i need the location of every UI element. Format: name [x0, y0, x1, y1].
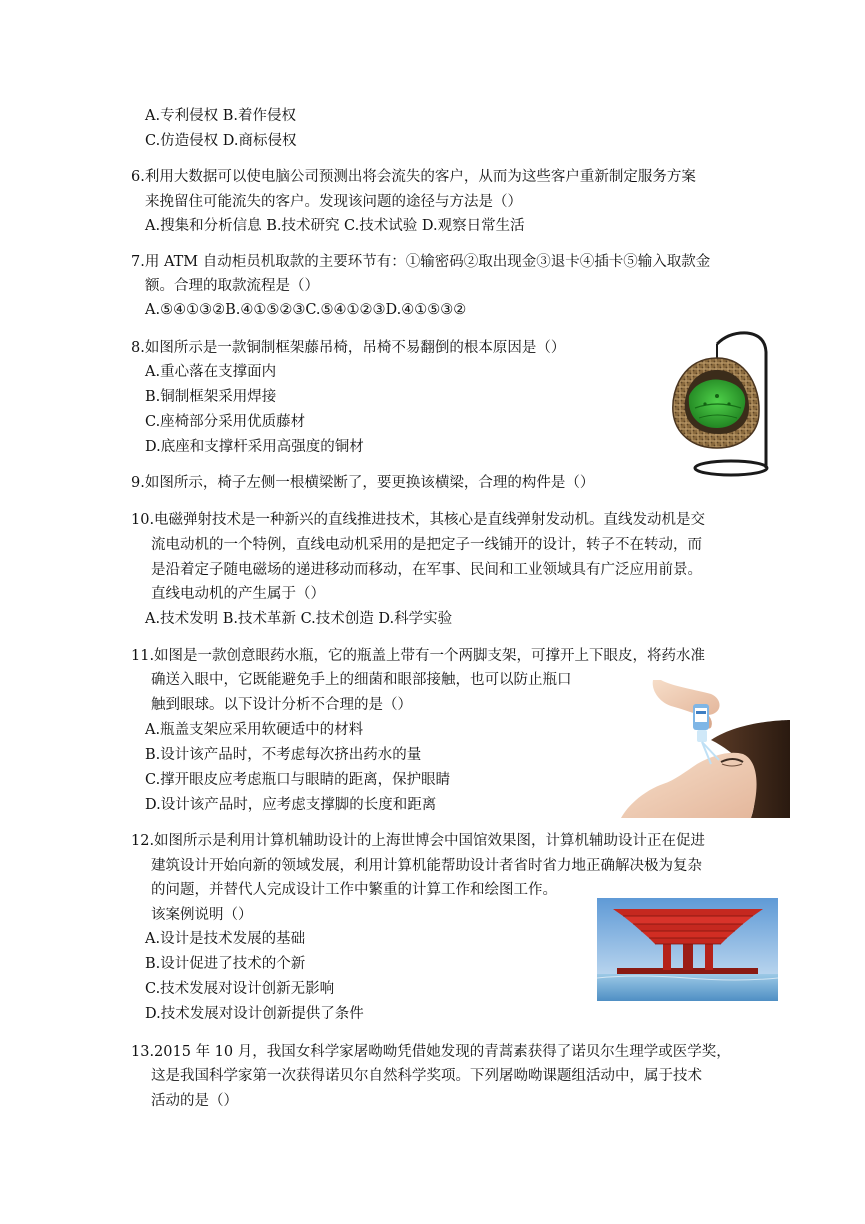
- q11-stem-line2: 确送入眼中，它既能避免手上的细菌和眼部接触，也可以防止瓶口: [151, 672, 572, 688]
- q10-stem-line4: 直线电动机的产生属于（）: [151, 586, 325, 602]
- q11-stem-line3: 触到眼球。以下设计分析不合理的是（）: [151, 697, 412, 713]
- q12-stem-line1: 12.如图所示是利用计算机辅助设计的上海世博会中国馆效果图，计算机辅助设计正在促进: [131, 833, 706, 849]
- q12-option-d: D.技术发展对设计创新提供了条件: [145, 1006, 364, 1022]
- q8-option-d: D.底座和支撑杆采用高强度的铜材: [145, 439, 364, 455]
- q11-option-b: B.设计该产品时，不考虑每次挤出药水的量: [145, 747, 422, 763]
- q11-option-d: D.设计该产品时，应考虑支撑脚的长度和距离: [145, 797, 437, 813]
- q12-stem-line4: 该案例说明（）: [151, 907, 253, 923]
- q12-stem-line3: 的问题，并替代人完成设计工作中繁重的计算工作和绘图工作。: [151, 882, 557, 898]
- q6-options: A.搜集和分析信息 B.技术研究 C.技术试验 D.观察日常生活: [145, 218, 525, 234]
- q10-stem-line3: 是沿着定子随电磁场的递进移动而移动，在军事、民间和工业领域具有广泛应用前景。: [151, 562, 702, 578]
- q11-option-c: C.撑开眼皮应考虑瓶口与眼睛的距离，保护眼睛: [145, 772, 451, 788]
- q13-stem-line3: 活动的是（）: [151, 1093, 238, 1109]
- q6-stem-line1: 6.利用大数据可以使电脑公司预测出将会流失的客户，从而为这些客户重新制定服务方案: [131, 169, 696, 185]
- q10-options: A.技术发明 B.技术革新 C.技术创造 D.科学实验: [145, 611, 453, 627]
- q8-stem: 8.如图所示是一款铜制框架藤吊椅，吊椅不易翻倒的根本原因是（）: [131, 340, 566, 356]
- q6-stem-line2: 来挽留住可能流失的客户。发现该问题的途径与方法是（）: [145, 194, 522, 210]
- q13-stem-line1: 13.2015 年 10 月，我国女科学家屠呦呦凭借她发现的青蒿素获得了诺贝尔生理学或医学奖，: [131, 1044, 731, 1060]
- q12-option-b: B.设计促进了技术的个新: [145, 956, 306, 972]
- q10-stem-line2: 流电动机的一个特例，直线电动机采用的是把定子一线铺开的设计，转子不在转动，而: [151, 537, 702, 553]
- q11-stem-line1: 11.如图是一款创意眼药水瓶，它的瓶盖上带有一个两脚支架，可撑开上下眼皮，将药水准: [131, 648, 706, 664]
- q12-option-a: A.设计是技术发展的基础: [145, 931, 306, 947]
- hanging-chair-image: [665, 330, 780, 478]
- q9-stem: 9.如图所示，椅子左侧一根横梁断了，要更换该横梁，合理的构件是（）: [131, 475, 595, 491]
- q7-stem-line2: 额。合理的取款流程是（）: [145, 278, 319, 294]
- eye-drop-photo: [601, 680, 790, 818]
- q12-stem-line2: 建筑设计开始向新的领域发展，利用计算机能帮助设计者省时省力地正确解决极为复杂: [151, 858, 702, 874]
- q8-option-a: A.重心落在支撑面内: [145, 364, 277, 380]
- q12-option-c: C.技术发展对设计创新无影响: [145, 981, 335, 997]
- q11-option-a: A.瓶盖支架应采用软硬适中的材料: [145, 722, 364, 738]
- q13-stem-line2: 这是我国科学家第一次获得诺贝尔自然科学奖项。下列屠呦呦课题组活动中，属于技术: [151, 1068, 702, 1084]
- q7-stem-line1: 7.用 ATM 自动柜员机取款的主要环节有：①输密码②取出现金③退卡④插卡⑤输入取款金: [131, 254, 711, 270]
- q8-option-b: B.铜制框架采用焊接: [145, 389, 277, 405]
- q7-options: A.⑤④①③②B.④①⑤②③C.⑤④①②③D.④①⑤③②: [145, 302, 467, 318]
- q8-option-c: C.座椅部分采用优质藤材: [145, 414, 306, 430]
- china-pavilion-image: [597, 898, 778, 1001]
- q5-options-ab: A.专利侵权 B.着作侵权: [145, 108, 296, 124]
- q10-stem-line1: 10.电磁弹射技术是一种新兴的直线推进技术，其核心是直线弹射发动机。直线发动机是交: [131, 512, 706, 528]
- q5-options-cd: C.仿造侵权 D.商标侵权: [145, 133, 297, 149]
